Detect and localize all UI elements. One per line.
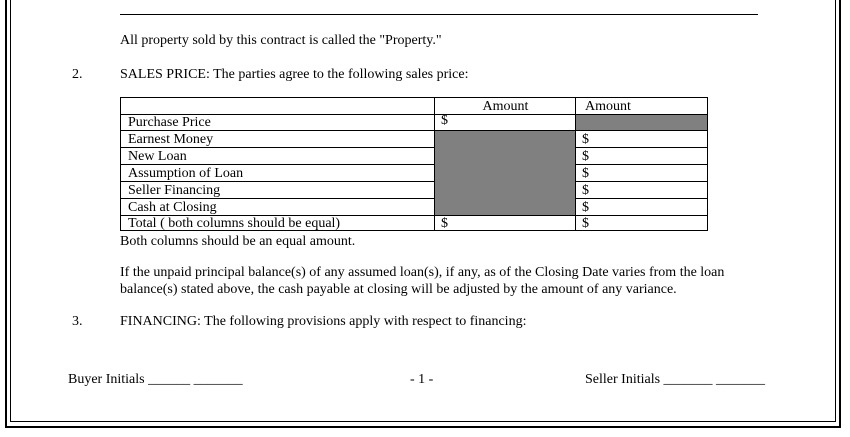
row-line-3-amount	[576, 147, 707, 148]
section-3-number: 3.	[72, 314, 83, 329]
variance-paragraph-line-2: balance(s) stated above, the cash payable at closing will be adjusted by the amount of any variance.	[120, 282, 677, 297]
section-3-heading: FINANCING: The following provisions apply with respect to financing:	[120, 314, 527, 329]
intro-text: All property sold by this contract is called the "Property."	[120, 33, 442, 48]
row-label-cash-at-closing: Cash at Closing	[128, 200, 217, 215]
shaded-block-amount1	[435, 131, 575, 215]
top-rule-line	[120, 14, 758, 15]
row-line-4-amount	[576, 164, 707, 165]
page-number: - 1 -	[410, 372, 434, 387]
total-amount2[interactable]: $	[582, 216, 589, 231]
seller-financing-amount2[interactable]: $	[582, 183, 589, 198]
variance-paragraph-line-1: If the unpaid principal balance(s) of any assumed loan(s), if any, as of the Closing Date varies from the loan	[120, 265, 725, 280]
row-label-purchase-price: Purchase Price	[128, 115, 211, 130]
row-line-5-amount	[576, 181, 707, 182]
col-header-amount-2: Amount	[585, 99, 631, 114]
cash-at-closing-amount2[interactable]: $	[582, 200, 589, 215]
row-line-2-amount	[435, 130, 707, 131]
sales-price-table	[120, 97, 708, 231]
row-label-assumption-of-loan: Assumption of Loan	[128, 166, 244, 181]
row-label-earnest-money: Earnest Money	[128, 132, 214, 147]
row-label-seller-financing: Seller Financing	[128, 183, 221, 198]
equal-note: Both columns should be an equal amount.	[120, 234, 356, 249]
row-label-new-loan: New Loan	[128, 149, 187, 164]
col-header-amount-1: Amount	[482, 99, 529, 114]
earnest-money-amount2[interactable]: $	[582, 132, 589, 147]
purchase-price-amount1[interactable]: $	[441, 113, 448, 128]
total-amount1[interactable]: $	[441, 216, 448, 231]
seller-initials[interactable]: Seller Initials _______ _______	[585, 372, 766, 387]
shaded-cell-purchase-price-amount2	[576, 115, 707, 130]
section-2-number: 2.	[72, 67, 83, 82]
buyer-initials[interactable]: Buyer Initials ______ _______	[68, 372, 243, 387]
assumption-of-loan-amount2[interactable]: $	[582, 166, 589, 181]
new-loan-amount2[interactable]: $	[582, 149, 589, 164]
row-line-6-amount	[576, 198, 707, 199]
row-label-total: Total ( both columns should be equal)	[128, 216, 341, 231]
section-2-heading: SALES PRICE: The parties agree to the following sales price:	[120, 67, 469, 82]
